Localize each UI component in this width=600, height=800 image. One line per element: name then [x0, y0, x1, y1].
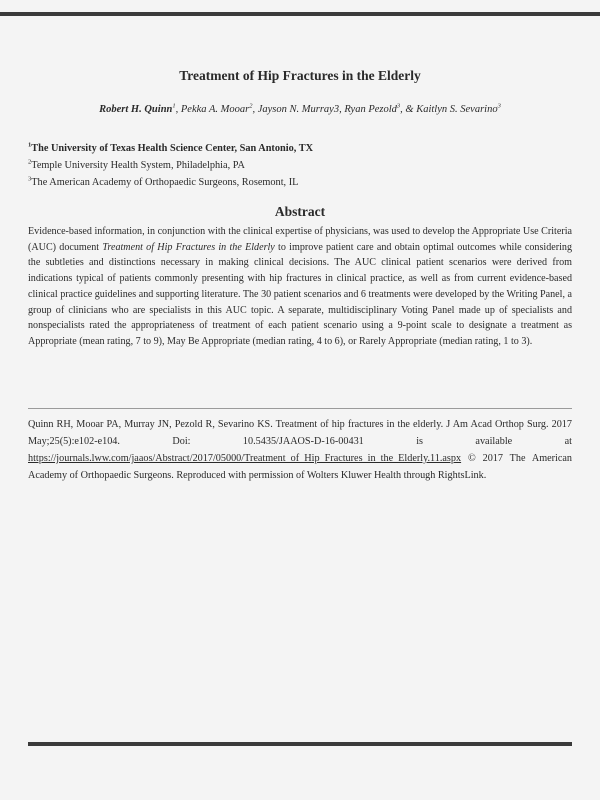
affiliation-marker: 3 — [28, 175, 32, 183]
bottom-rule — [28, 742, 572, 746]
author-affiliation-marker: 2 — [249, 102, 253, 110]
affiliation-marker: 2 — [28, 158, 32, 166]
author-list: Robert H. Quinn$^1$, Pekka A. Mooar$^2$, Jayson N. Murray3, Ryan Pezold$^3$, & Kaitlyn S. Sevarino$^3$ — [99, 102, 501, 115]
author-affiliation-marker: 3 — [396, 102, 401, 110]
author-conjunction: & — [405, 104, 417, 115]
citation-text: Quinn RH, Mooar PA, Murray JN, Pezold R, Sevarino KS. Treatment of hip fractures in the elderly. J Am Acad Orthop Surg. 2017 May;25(5):e102-e104. Doi: 10.5435/JAAOS-D-16-00431 is available at — [28, 419, 572, 447]
document-title: Treatment of Hip Fractures in the Elderly — [102, 241, 275, 253]
abstract-text: Evidence-based information, in conjunction with the clinical expertise of physicians, was used to develop the Appropriate Use Criteria (AUC) document — [28, 226, 572, 253]
affiliation-text: The American Academy of Orthopaedic Surgeons, Rosemont, IL — [31, 177, 299, 188]
citation-link[interactable]: https://journals.lww.com/jaaos/Abstract/2017/05000/Treatment_of_Hip_Fractures_in_the_Elderly.11.aspx — [28, 453, 462, 464]
citation — [28, 416, 572, 484]
affiliation-marker: 1 — [28, 141, 32, 149]
author-name: Kaitlyn S. Sevarino — [416, 104, 498, 115]
affiliation-text: Temple University Health System, Philadelphia, PA — [31, 160, 245, 171]
affiliation-item — [28, 174, 572, 191]
affiliation-item — [28, 140, 572, 157]
abstract-body — [28, 224, 572, 350]
top-rule — [0, 12, 600, 16]
author-name: Pekka A. Mooar — [180, 104, 250, 115]
abstract-text: to improve patient care and obtain optimal outcomes while considering the subtleties and distinctions necessary in making clinical decisions. The AUC clinical patient scenarios were derived from indications typical of patients commonly presenting with hip fractures in clinical practice, as well as from current evidence-based clinical practice guidelines and supporting literature. The 30 patient scenarios and 6 treatments were developed by the Writing Panel, a group of clinicians who are specialists in this AUC topic. A separate, multidisciplinary Voting Panel made up of specialists and nonspecialists rated the appropriateness of treatment of each patient scenario using a 9-point scale to designate a treatment as Appropriate (mean rating, 7 to 9), May Be Appropriate (median rating, 4 to 6), or Rarely Appropriate (median rating, 1 to 3). — [28, 241, 572, 347]
author-name: Jayson N. Murray3 — [257, 104, 340, 115]
citation-text: © 2017 The American Academy of Orthopaedic Surgeons. Reproduced with permission of Wolters Kluwer Health through RightsLink. — [28, 453, 572, 481]
affiliations — [28, 140, 572, 191]
paper-title: Treatment of Hip Fractures in the Elderly — [179, 68, 421, 83]
divider — [28, 408, 572, 409]
affiliation-item — [28, 157, 572, 174]
author-name: Robert H. Quinn — [99, 104, 173, 115]
author-affiliation-marker: 1 — [172, 102, 176, 110]
affiliation-text: The University of Texas Health Science Center, San Antonio, TX — [31, 143, 314, 154]
abstract-heading: Abstract — [274, 204, 326, 219]
author-name: Ryan Pezold — [344, 104, 397, 115]
author-affiliation-marker: 3 — [497, 102, 501, 110]
